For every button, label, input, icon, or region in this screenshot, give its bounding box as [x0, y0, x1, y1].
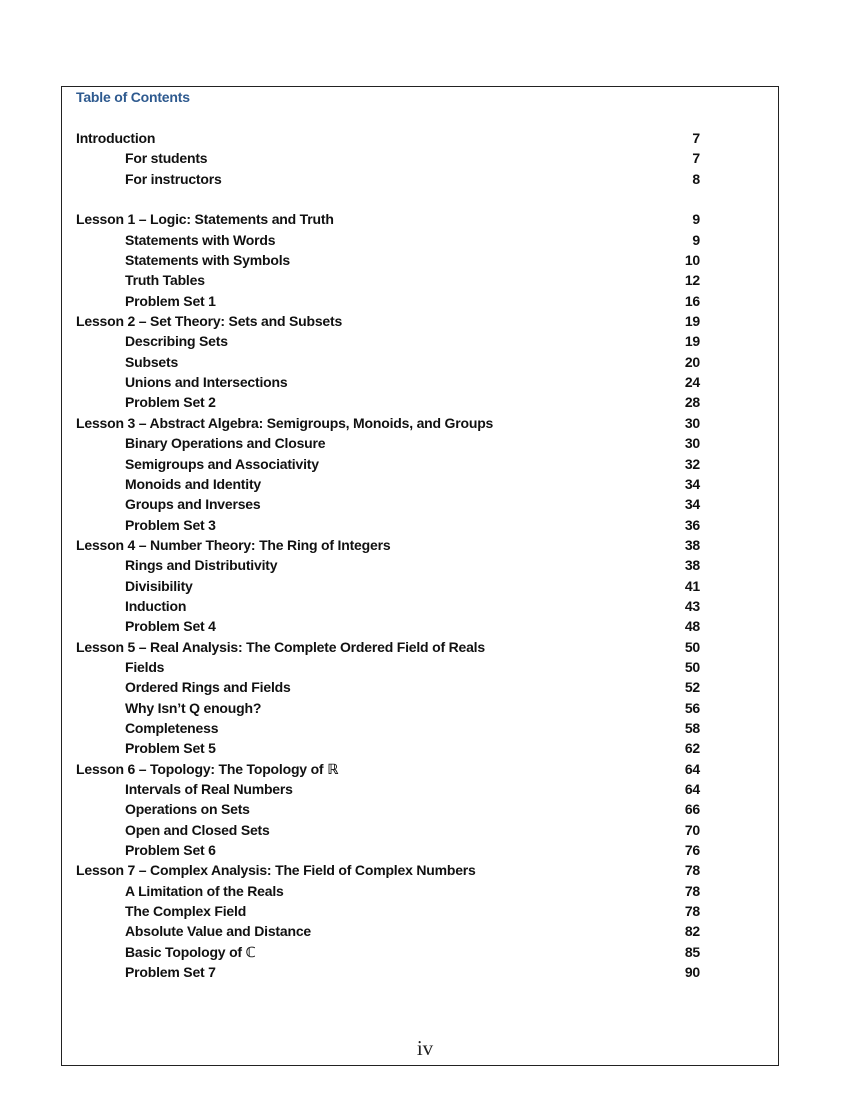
- toc-entry-label: Problem Set 1: [125, 292, 216, 309]
- toc-entry-label: Problem Set 7: [125, 964, 216, 981]
- toc-entry-label: Ordered Rings and Fields: [125, 679, 291, 696]
- toc-entry-section[interactable]: [76, 555, 700, 575]
- toc-entry-page: 48: [684, 618, 700, 635]
- toc-entry-page: 56: [684, 699, 700, 716]
- toc-entry-label: Introduction: [76, 130, 156, 146]
- toc-title: Table of Contents: [76, 89, 190, 105]
- toc-entry-section[interactable]: [76, 840, 700, 860]
- toc-entry-section[interactable]: [76, 494, 700, 514]
- toc-entry-label: Describing Sets: [125, 333, 228, 350]
- toc-entry-label: Divisibility: [125, 577, 193, 594]
- toc-entry-section[interactable]: [76, 962, 700, 982]
- toc-entry-page: 70: [684, 821, 700, 838]
- toc-entry-chapter[interactable]: [76, 535, 700, 555]
- toc-entry-section[interactable]: [76, 677, 700, 697]
- toc-list: [76, 128, 700, 982]
- toc-entry-section[interactable]: [76, 820, 700, 840]
- toc-entry-section[interactable]: [76, 881, 700, 901]
- toc-entry-section[interactable]: [76, 352, 700, 372]
- toc-entry-chapter[interactable]: [76, 128, 700, 148]
- toc-entry-page: 64: [684, 781, 700, 797]
- toc-entry-page: 50: [684, 638, 700, 655]
- toc-entry-section[interactable]: [76, 657, 700, 677]
- toc-entry-section[interactable]: [76, 372, 700, 392]
- toc-entry-label: Open and Closed Sets: [125, 821, 270, 838]
- toc-entry-page: 7: [692, 150, 700, 167]
- toc-entry-section[interactable]: [76, 230, 700, 250]
- toc-entry-label: Groups and Inverses: [125, 496, 261, 513]
- toc-entry-label: Completeness: [125, 719, 219, 736]
- toc-entry-page: 50: [684, 658, 700, 675]
- toc-entry-chapter[interactable]: [76, 209, 700, 229]
- toc-entry-label: Lesson 2 – Set Theory: Sets and Subsets: [76, 313, 343, 330]
- toc-entry-label: Subsets: [125, 353, 179, 370]
- toc-entry-page: 82: [684, 923, 700, 940]
- toc-entry-section[interactable]: [76, 474, 700, 494]
- toc-entry-page: 85: [684, 943, 700, 960]
- toc-entry-label: Monoids and Identity: [125, 475, 261, 492]
- toc-entry-page: 41: [684, 577, 700, 594]
- toc-entry-label: Problem Set 4: [125, 618, 216, 635]
- toc-entry-page: 64: [684, 760, 700, 777]
- toc-entry-label: Lesson 5 – Real Analysis: The Complete Ordered Field of Reals: [76, 638, 485, 655]
- toc-entry-label: The Complex Field: [125, 903, 247, 920]
- toc-entry-page: 8: [692, 170, 700, 187]
- toc-group-spacer: [76, 189, 700, 209]
- toc-entry-section[interactable]: [76, 596, 700, 616]
- toc-entry-chapter[interactable]: [76, 860, 700, 880]
- toc-entry-label: Problem Set 6: [125, 842, 216, 859]
- toc-entry-page: 9: [692, 211, 700, 228]
- toc-entry-section[interactable]: [76, 148, 700, 168]
- toc-entry-page: 78: [684, 882, 700, 899]
- toc-entry-chapter[interactable]: [76, 759, 700, 779]
- toc-entry-section[interactable]: [76, 291, 700, 311]
- toc-entry-label: Statements with Words: [125, 231, 276, 248]
- toc-entry-section[interactable]: [76, 576, 700, 596]
- toc-entry-label: A Limitation of the Reals: [125, 882, 284, 899]
- toc-entry-page: 24: [684, 374, 700, 391]
- toc-entry-page: 19: [684, 313, 700, 330]
- toc-entry-page: 78: [684, 903, 700, 920]
- toc-entry-section[interactable]: [76, 270, 700, 290]
- toc-entry-page: 43: [684, 597, 700, 614]
- toc-entry-label: Statements with Symbols: [125, 252, 290, 269]
- toc-entry-page: 38: [684, 557, 700, 574]
- toc-entry-label: Fields: [125, 658, 165, 675]
- toc-entry-page: 66: [684, 801, 700, 818]
- toc-entry-section[interactable]: [76, 250, 700, 270]
- toc-entry-section[interactable]: [76, 738, 700, 758]
- toc-entry-page: 12: [684, 272, 700, 289]
- toc-entry-section[interactable]: [76, 169, 700, 189]
- toc-entry-label: Lesson 4 – Number Theory: The Ring of Integers: [76, 536, 391, 553]
- toc-entry-page: 38: [684, 536, 700, 553]
- toc-entry-page: 52: [684, 679, 700, 696]
- toc-entry-page: 32: [684, 455, 700, 472]
- toc-entry-page: 78: [684, 862, 700, 879]
- page-number: iv: [416, 1036, 434, 1060]
- toc-entry-section[interactable]: [76, 942, 700, 962]
- toc-entry-page: 58: [684, 719, 700, 736]
- toc-entry-section[interactable]: [76, 698, 700, 718]
- toc-entry-section[interactable]: [76, 779, 700, 799]
- toc-entry-label: For instructors: [125, 170, 222, 187]
- toc-entry-page: 19: [684, 333, 700, 350]
- toc-entry-chapter[interactable]: [76, 311, 700, 331]
- toc-entry-label: Lesson 3 – Abstract Algebra: Semigroups, Monoids, and Groups: [76, 414, 494, 431]
- toc-entry-label: Lesson 7 – Complex Analysis: The Field of Complex Numbers: [76, 862, 476, 879]
- toc-entry-page: 90: [684, 964, 700, 981]
- toc-entry-label: Problem Set 2: [125, 394, 216, 411]
- toc-entry-label: Rings and Distributivity: [125, 557, 278, 574]
- toc-entry-label: Why Isn’t Q enough?: [125, 699, 262, 716]
- toc-entry-page: 10: [684, 252, 700, 269]
- toc-entry-label: Lesson 6 – Topology: The Topology of ℝ: [76, 760, 339, 777]
- toc-entry-label: Problem Set 5: [125, 740, 216, 757]
- toc-entry-section[interactable]: [76, 718, 700, 738]
- toc-entry-section[interactable]: [76, 921, 700, 941]
- toc-entry-label: Intervals of Real Numbers: [125, 781, 293, 797]
- toc-entry-label: Absolute Value and Distance: [125, 923, 311, 940]
- toc-entry-section[interactable]: [76, 454, 700, 474]
- toc-entry-section[interactable]: [76, 433, 700, 453]
- toc-entry-page: 34: [684, 496, 700, 513]
- toc-entry-page: 16: [684, 292, 700, 309]
- toc-entry-page: 76: [684, 842, 700, 859]
- toc-entry-section[interactable]: [76, 901, 700, 921]
- toc-entry-label: For students: [125, 150, 208, 167]
- toc-entry-label: Induction: [125, 597, 187, 614]
- toc-entry-section[interactable]: [76, 392, 700, 412]
- toc-entry-label: Semigroups and Associativity: [125, 455, 319, 472]
- toc-entry-page: 36: [684, 516, 700, 533]
- toc-entry-page: 30: [684, 435, 700, 452]
- toc-entry-label: Problem Set 3: [125, 516, 216, 533]
- toc-entry-page: 30: [684, 414, 700, 431]
- toc-entry-label: Truth Tables: [125, 272, 205, 289]
- toc-entry-label: Lesson 1 – Logic: Statements and Truth: [76, 211, 334, 228]
- toc-entry-section[interactable]: [76, 331, 700, 351]
- toc-entry-chapter[interactable]: [76, 413, 700, 433]
- toc-entry-page: 20: [684, 353, 700, 370]
- toc-entry-page: 62: [684, 740, 700, 757]
- toc-entry-label: Operations on Sets: [125, 801, 250, 818]
- toc-entry-label: Binary Operations and Closure: [125, 435, 326, 452]
- toc-entry-section[interactable]: [76, 616, 700, 636]
- toc-entry-section[interactable]: [76, 799, 700, 819]
- toc-entry-section[interactable]: [76, 515, 700, 535]
- toc-entry-page: 9: [692, 231, 700, 248]
- toc-entry-page: 34: [684, 475, 700, 492]
- toc-entry-label: Basic Topology of ℂ: [125, 943, 256, 960]
- toc-entry-page: 28: [684, 394, 700, 411]
- toc-entry-chapter[interactable]: [76, 637, 700, 657]
- toc-entry-label: Unions and Intersections: [125, 374, 288, 391]
- toc-entry-page: 7: [692, 130, 700, 146]
